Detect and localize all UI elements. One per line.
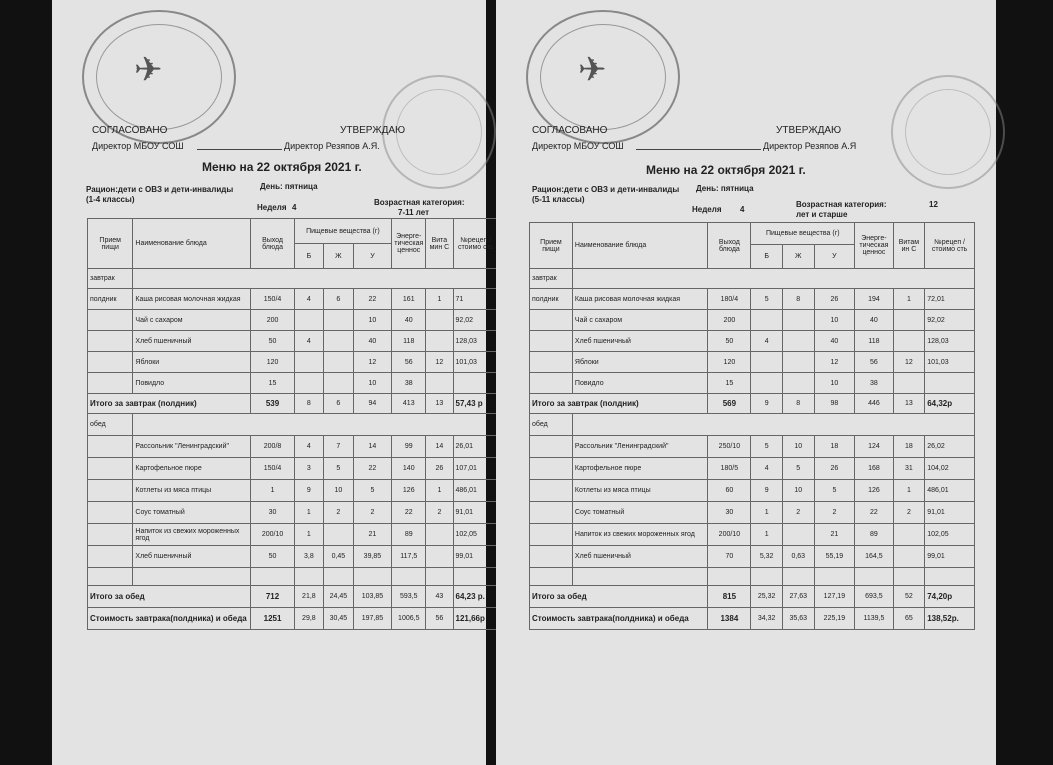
dish-name-cell: Чай с сахаром [572,310,708,331]
day-label: День: пятница [260,182,318,191]
menu-table [529,222,975,630]
value-cell: 38 [855,373,893,394]
value-cell: 150/4 [251,458,294,480]
value-cell [893,310,925,331]
value-cell: 10 [782,480,814,502]
value-cell: 10 [782,436,814,458]
value-cell: 4 [294,331,324,352]
value-cell: 7 [324,436,354,458]
dish-name-cell: Рассольник "Ленинградский" [133,436,251,458]
value-cell: 1 [426,480,453,502]
lunch-total-row: Итого за обед 712 21,8 24,45 103,85 593,5 43 64,23 р. [88,586,499,608]
value-cell: 124 [855,436,893,458]
table-row [530,524,975,546]
dish-name-cell: Соус томатный [133,502,251,524]
value-cell: 40 [814,331,855,352]
value-cell: 50 [251,331,294,352]
col-output: Выход блюда [251,219,294,269]
value-cell: 4 [751,458,783,480]
value-cell [426,331,453,352]
value-cell: 4 [294,436,324,458]
value-cell: 120 [251,352,294,373]
dish-name-cell: Напиток из свежих мороженных ягод [133,524,251,546]
value-cell: 4 [751,331,783,352]
value-cell: 0,63 [782,546,814,568]
value-cell: 200/8 [251,436,294,458]
value-cell [324,373,354,394]
col-b: Б [294,244,324,269]
grand-total-row: Стоимость завтрака(полдника) и обеда 1384 34,32 35,63 225,19 1139,5 65 138,52р. [530,608,975,630]
value-cell: 12 [893,352,925,373]
value-cell: 102,05 [925,524,975,546]
value-cell: 128,03 [925,331,975,352]
value-cell [893,546,925,568]
col-recipe: №рецеп /стоимо сть [925,223,975,269]
value-cell: 89 [392,524,426,546]
value-cell: 1 [294,524,324,546]
table-row [530,310,975,331]
value-cell: 5,32 [751,546,783,568]
value-cell: 89 [855,524,893,546]
value-cell: 128,03 [453,331,498,352]
col-output: Выход блюда [708,223,751,269]
value-cell: 22 [392,502,426,524]
value-cell: 250/10 [708,436,751,458]
school-seal-stamp: ✈ [526,10,680,144]
value-cell: 2 [893,502,925,524]
dish-name-cell: Соус томатный [572,502,708,524]
week-label: Неделя [257,203,287,212]
value-cell: 70 [708,546,751,568]
value-cell: 99,01 [453,546,498,568]
col-dish: Наименование блюда [133,219,251,269]
dish-name-cell: Картофельное пюре [133,458,251,480]
value-cell: 50 [708,331,751,352]
age-label: Возрастная категория: [374,198,465,207]
dish-name-cell: Повидло [133,373,251,394]
value-cell [925,373,975,394]
col-nutrients: Пищевые вещества (г) [751,223,855,245]
director-seal-stamp [891,75,1005,189]
value-cell: 12 [814,352,855,373]
dish-name-cell: Картофельное пюре [572,458,708,480]
approved-label: СОГЛАСОВАНО [92,125,168,136]
value-cell: 1 [251,480,294,502]
section-lunch: обед [88,414,133,436]
value-cell: 91,01 [925,502,975,524]
col-u: У [814,245,855,269]
week-label: Неделя [692,205,722,214]
dish-name-cell: Котлеты из мяса птицы [133,480,251,502]
table-row: полдник Каша рисовая молочная жидкая 150/4 4 6 22 161 1 71 [88,289,499,310]
dish-name-cell: Повидло [572,373,708,394]
value-cell: 40 [855,310,893,331]
value-cell: 99,01 [925,546,975,568]
table-row [530,352,975,373]
value-cell: 30 [708,502,751,524]
value-cell: 2 [426,502,453,524]
value-cell: 12 [353,352,392,373]
value-cell: 104,02 [925,458,975,480]
value-cell: 1 [751,502,783,524]
value-cell [324,310,354,331]
value-cell: 71 [453,289,498,310]
value-cell: 1 [751,524,783,546]
value-cell [294,310,324,331]
breakfast-total-row: Итого за завтрак (полдник) 569 9 8 98 446 13 64,32р [530,394,975,414]
section-lunch: обед [530,414,573,436]
approved-label: СОГЛАСОВАНО [532,125,608,136]
value-cell: 101,03 [453,352,498,373]
value-cell [294,373,324,394]
table-row [530,373,975,394]
value-cell [294,352,324,373]
value-cell: 5 [814,480,855,502]
value-cell [324,331,354,352]
value-cell: 117,5 [392,546,426,568]
value-cell: 200/10 [708,524,751,546]
table-row [88,458,499,480]
dish-name-cell: Котлеты из мяса птицы [572,480,708,502]
value-cell: 30 [251,502,294,524]
value-cell: 26 [426,458,453,480]
value-cell [782,524,814,546]
dish-name-cell: Каша рисовая молочная жидкая [133,289,251,310]
age-label: Возрастная категория: [796,200,887,209]
page-title: Меню на 22 октября 2021 г. [646,163,806,177]
menu-sheet-right [496,0,996,765]
section-breakfast: завтрак [530,269,573,289]
value-cell: 15 [251,373,294,394]
value-cell: 10 [814,310,855,331]
value-cell: 10 [814,373,855,394]
value-cell: 9 [294,480,324,502]
section-breakfast: завтрак [88,269,133,289]
value-cell: 2 [782,502,814,524]
value-cell [782,373,814,394]
value-cell: 91,01 [453,502,498,524]
value-cell: 92,02 [453,310,498,331]
value-cell: 5 [751,436,783,458]
value-cell: 26,01 [453,436,498,458]
value-cell [893,331,925,352]
value-cell: 21 [353,524,392,546]
value-cell: 5 [751,289,783,310]
col-b: Б [751,245,783,269]
week-value: 4 [292,203,297,212]
value-cell: 92,02 [925,310,975,331]
value-cell: 118 [392,331,426,352]
value-cell: 102,05 [453,524,498,546]
value-cell [751,310,783,331]
col-energy: Энерге-тическая ценнос [855,223,893,269]
director-left: Директор МБОУ СОШ [92,141,184,151]
col-u: У [353,244,392,269]
table-row [530,480,975,502]
value-cell [324,352,354,373]
value-cell: 22 [353,289,392,310]
value-cell: 180/5 [708,458,751,480]
value-cell: 107,01 [453,458,498,480]
value-cell [426,524,453,546]
table-row [530,458,975,480]
value-cell: 38 [392,373,426,394]
value-cell: 60 [708,480,751,502]
value-cell: 5 [324,458,354,480]
school-seal-stamp: ✈ [82,10,236,144]
col-meal: Прием пищи [88,219,133,269]
value-cell: 14 [353,436,392,458]
value-cell [751,373,783,394]
value-cell [751,352,783,373]
ration-label: Рацион:дети с ОВЗ и дети-инвалиды (5-11 классы) [532,185,680,204]
table-row: полдник Каша рисовая молочная жидкая 180/4 5 8 26 194 1 72,01 [530,289,975,310]
table-row [88,524,499,546]
value-cell: 1 [893,289,925,310]
menu-table [87,218,499,630]
dish-name-cell: Яблоки [133,352,251,373]
col-recipe: №рецеп /стоимо сть [453,219,498,269]
dish-name-cell: Хлеб пшеничный [133,546,251,568]
value-cell: 10 [324,480,354,502]
director-right: Директор Резяпов А.Я. [284,141,380,151]
value-cell: 3 [294,458,324,480]
value-cell [426,310,453,331]
value-cell: 161 [392,289,426,310]
director-right: Директор Резяпов А.Я [763,141,857,151]
value-cell: 99 [392,436,426,458]
dish-name-cell: Хлеб пшеничный [133,331,251,352]
table-row [88,352,499,373]
col-nutrients: Пищевые вещества (г) [294,219,392,244]
value-cell [782,310,814,331]
table-row [88,436,499,458]
value-cell: 21 [814,524,855,546]
value-cell: 56 [392,352,426,373]
value-cell: 39,85 [353,546,392,568]
dish-name-cell: Напиток из свежих мороженных ягод [572,524,708,546]
dish-name-cell: Каша рисовая молочная жидкая [572,289,708,310]
value-cell: 168 [855,458,893,480]
value-cell: 150/4 [251,289,294,310]
table-row [530,546,975,568]
value-cell: 22 [353,458,392,480]
grand-total-row: Стоимость завтрака(полдника) и обеда 1251 29,8 30,45 197,85 1006,5 56 121,66р [88,608,499,630]
value-cell: 164,5 [855,546,893,568]
value-cell: 5 [782,458,814,480]
table-row [88,502,499,524]
value-cell [782,352,814,373]
table-row [530,502,975,524]
table-row [530,331,975,352]
value-cell: 40 [392,310,426,331]
value-cell: 18 [814,436,855,458]
value-cell: 10 [353,310,392,331]
dish-name-cell: Хлеб пшеничный [572,331,708,352]
age-value: 7-11 лет [398,208,430,217]
col-zh: Ж [782,245,814,269]
signature-line [197,141,282,150]
value-cell: 486,01 [925,480,975,502]
age-number: 12 [929,200,938,209]
value-cell: 14 [426,436,453,458]
signature-line [636,141,761,150]
value-cell: 120 [708,352,751,373]
value-cell: 50 [251,546,294,568]
week-value: 4 [740,205,745,214]
dish-name-cell: Хлеб пшеничный [572,546,708,568]
col-meal: Прием пищи [530,223,573,269]
breakfast-total-row: Итого за завтрак (полдник) 539 8 6 94 413 13 57,43 р [88,394,499,414]
value-cell: 18 [893,436,925,458]
value-cell: 56 [855,352,893,373]
col-dish: Наименование блюда [572,223,708,269]
value-cell [453,373,498,394]
day-label: День: пятница [696,184,754,193]
value-cell: 2 [353,502,392,524]
value-cell: 3,8 [294,546,324,568]
ration-label: Рацион:дети с ОВЗ и дети-инвалиды (1-4 классы) [86,185,234,204]
value-cell: 200/10 [251,524,294,546]
value-cell: 5 [353,480,392,502]
director-left: Директор МБОУ СОШ [532,141,624,151]
value-cell: 0,45 [324,546,354,568]
age-value: лет и старше [796,210,848,219]
value-cell: 200 [708,310,751,331]
col-vitamin: Витам ин С [893,223,925,269]
value-cell: 118 [855,331,893,352]
value-cell: 8 [782,289,814,310]
value-cell: 486,01 [453,480,498,502]
value-cell: 140 [392,458,426,480]
table-row [88,331,499,352]
menu-sheet-left [52,0,494,765]
confirm-label: УТВЕРЖДАЮ [340,125,406,136]
value-cell [893,373,925,394]
value-cell [782,331,814,352]
value-cell: 40 [353,331,392,352]
value-cell: 180/4 [708,289,751,310]
table-row [530,436,975,458]
value-cell [324,524,354,546]
value-cell: 22 [855,502,893,524]
col-zh: Ж [324,244,354,269]
col-energy: Энерге-тическая ценнос [392,219,426,269]
value-cell: 26,02 [925,436,975,458]
value-cell: 126 [855,480,893,502]
value-cell [426,546,453,568]
value-cell: 55,19 [814,546,855,568]
col-vitamin: Вита мин С [426,219,453,269]
dish-name-cell: Рассольник "Ленинградский" [572,436,708,458]
value-cell: 26 [814,289,855,310]
lunch-total-row: Итого за обед 815 25,32 27,63 127,19 693,5 52 74,20р [530,586,975,608]
value-cell: 1 [426,289,453,310]
value-cell: 2 [324,502,354,524]
page-title: Меню на 22 октября 2021 г. [202,160,362,174]
value-cell: 126 [392,480,426,502]
value-cell: 4 [294,289,324,310]
dish-name-cell: Яблоки [572,352,708,373]
table-row [88,480,499,502]
table-row [88,546,499,568]
value-cell: 26 [814,458,855,480]
value-cell: 31 [893,458,925,480]
value-cell: 194 [855,289,893,310]
value-cell: 1 [294,502,324,524]
confirm-label: УТВЕРЖДАЮ [776,125,842,136]
value-cell [426,373,453,394]
value-cell: 10 [353,373,392,394]
value-cell: 200 [251,310,294,331]
value-cell: 1 [893,480,925,502]
value-cell: 12 [426,352,453,373]
dish-name-cell: Чай с сахаром [133,310,251,331]
table-row [88,373,499,394]
value-cell: 9 [751,480,783,502]
value-cell: 15 [708,373,751,394]
value-cell: 101,03 [925,352,975,373]
value-cell [893,524,925,546]
value-cell: 72,01 [925,289,975,310]
value-cell: 6 [324,289,354,310]
table-row [88,310,499,331]
value-cell: 2 [814,502,855,524]
